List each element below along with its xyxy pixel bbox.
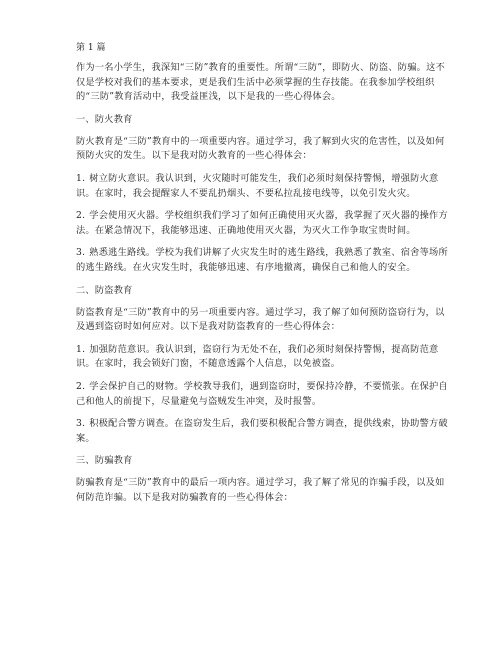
list-item bbox=[76, 246, 452, 275]
item-text: 熟悉逃生路线。学校为我们讲解了火灾发生时的逃生路线，我熟悉了教室、宿舍等场所的逃生路线。在火灾发生时，我能够迅速、有序地撤离，确保自己和他人的安全。 bbox=[76, 247, 448, 273]
list-item bbox=[76, 209, 452, 238]
item-number: 2. bbox=[76, 380, 86, 392]
item-text: 树立防火意识。我认识到，火灾随时可能发生，我们必须时刻保持警惕，增强防火意识。在家时，我会提醒家人不要乱扔烟头、不要私拉乱接电线等，以免引发火灾。 bbox=[76, 172, 439, 199]
list-item bbox=[76, 380, 452, 409]
item-number: 1. bbox=[76, 172, 86, 184]
section-lead-theft: 防盗教育是“三防”教育中的另一项重要内容。通过学习，我了解了如何预防盗窃行为，以及遇到盗窃时如何应对。以下是我对防盗教育的一些心得体会： bbox=[76, 306, 445, 333]
item-text: 学会使用灭火器。学校组织我们学习了如何正确使用灭火器，我掌握了灭火器的操作方法。在紧急情况下，我能够迅速、正确地使用灭火器，为灭火工作争取宝贵时间。 bbox=[76, 210, 448, 236]
item-text: 学会保护自己的财物。学校教导我们，遇到盗窃时，要保持冷静，不要慌张。在保护自己和他人的前提下，尽量避免与盗贼发生冲突，及时报警。 bbox=[76, 380, 448, 407]
list-item bbox=[76, 172, 452, 201]
item-number: 3. bbox=[76, 247, 86, 259]
list-item bbox=[76, 343, 452, 372]
document-title: 第 1 篇 bbox=[76, 43, 106, 53]
section-lead-fraud: 防骗教育是“三防”教育中的最后一项内容。通过学习，我了解了常见的诈骗手段，以及如何防范诈骗。以下是我对防骗教育的一些心得体会： bbox=[76, 477, 445, 503]
section-heading-fraud: 三、防骗教育 bbox=[76, 455, 133, 467]
item-text: 积极配合警方调查。在盗窃发生后，我们要积极配合警方调查，提供线索，协助警方破案。 bbox=[76, 418, 448, 444]
item-number: 3. bbox=[76, 418, 86, 430]
section-lead-fire: 防火教育是“三防”教育中的一项重要内容。通过学习，我了解到火灾的危害性，以及如何预防火灾的发生。以下是我对防火教育的一些心得体会： bbox=[76, 135, 445, 162]
section-heading-fire: 一、防火教育 bbox=[76, 113, 133, 125]
intro-paragraph: 作为一名小学生，我深知“三防”教育的重要性。所谓“三防”，即防火、防盗、防骗。这不仅是学校对我们的基本要求，更是我们生活中必须掌握的生存技能。在我参加学校组织的“三防”教育活动中，我受益匪浅，以下是我的一些心得体会。 bbox=[76, 62, 445, 103]
item-number: 2. bbox=[76, 210, 86, 222]
item-text: 加强防范意识。我认识到，盗窃行为无处不在，我们必须时刻保持警惕，提高防范意识。在家时，我会锁好门窗，不随意透露个人信息，以免被盗。 bbox=[76, 343, 439, 370]
item-number: 1. bbox=[76, 343, 86, 355]
list-item bbox=[76, 417, 452, 446]
section-heading-theft: 二、防盗教育 bbox=[76, 284, 133, 296]
